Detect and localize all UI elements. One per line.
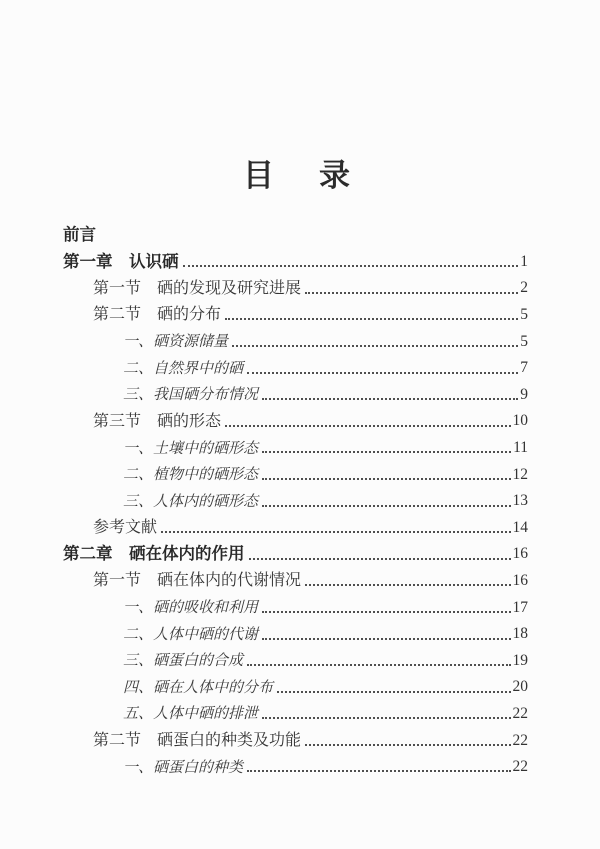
toc-entry-label: 三、我国硒分布情况 <box>123 387 259 404</box>
dot-leader <box>247 372 518 374</box>
toc-entry <box>123 673 528 700</box>
toc-entry-page: 9 <box>520 385 528 403</box>
toc-entry-page: 16 <box>512 545 528 563</box>
toc-entry-page: 1 <box>520 252 528 270</box>
toc-entry <box>93 301 528 328</box>
toc-entry-label: 五、人体中硒的排泄 <box>123 706 259 723</box>
toc-entry-label: 第二章 硒在体内的作用 <box>63 545 245 564</box>
dot-leader <box>232 345 518 347</box>
toc-entry <box>63 221 528 248</box>
page-title: 目 录 <box>243 158 357 193</box>
dot-leader <box>247 770 510 772</box>
toc-entry-label: 一、土壤中的硒形态 <box>123 440 259 457</box>
toc-entry-page: 16 <box>512 571 528 589</box>
toc-entry <box>123 460 528 487</box>
dot-leader <box>249 558 511 560</box>
toc-entry-page: 17 <box>512 598 528 616</box>
toc-entry <box>93 567 528 594</box>
dot-leader <box>262 398 518 400</box>
dot-leader <box>305 292 518 294</box>
toc-entry-page: 22 <box>512 758 528 776</box>
toc-entry-label: 一、硒的吸收和利用 <box>123 600 259 617</box>
toc-entry <box>93 514 528 541</box>
toc-entry <box>123 753 528 780</box>
dot-leader <box>305 744 510 746</box>
toc-entry-page: 5 <box>520 306 528 324</box>
dot-leader <box>277 691 510 693</box>
toc-entry-label: 第二节 硒蛋白的种类及功能 <box>93 731 302 749</box>
dot-leader <box>161 531 510 533</box>
toc-entry-label: 二、植物中的硒形态 <box>123 467 259 484</box>
toc-entry-page: 7 <box>520 359 528 377</box>
dot-leader <box>262 451 511 453</box>
toc-entry-page: 20 <box>512 678 528 696</box>
toc-entry-page: 5 <box>520 332 528 350</box>
toc-entry <box>93 726 528 753</box>
toc-entry-page: 12 <box>512 465 528 483</box>
toc-entry <box>123 327 528 354</box>
toc-entry-label: 参考文献 <box>93 519 158 537</box>
toc-entry <box>63 540 528 567</box>
dot-leader <box>262 478 510 480</box>
toc-entry <box>123 354 528 381</box>
toc-entry-label: 第二节 硒的分布 <box>93 306 222 324</box>
dot-leader <box>262 611 510 613</box>
toc-entry <box>93 274 528 301</box>
dot-leader <box>262 638 510 640</box>
toc-entry <box>123 647 528 674</box>
toc-entry-page: 22 <box>512 731 528 749</box>
toc-list <box>0 221 528 779</box>
toc-entry-page: 14 <box>512 518 528 536</box>
toc-entry-page: 18 <box>512 625 528 643</box>
toc-entry-label: 第三节 硒的形态 <box>93 412 222 430</box>
dot-leader <box>225 425 510 427</box>
toc-entry-label: 第一节 硒的发现及研究进展 <box>93 279 302 297</box>
toc-entry-label: 四、硒在人体中的分布 <box>123 679 274 696</box>
toc-entry <box>123 593 528 620</box>
dot-leader <box>225 318 518 320</box>
dot-leader <box>183 265 519 267</box>
toc-entry-page: 13 <box>512 492 528 510</box>
toc-entry <box>123 700 528 727</box>
dot-leader <box>305 584 510 586</box>
toc-entry <box>93 407 528 434</box>
toc-entry <box>123 620 528 647</box>
toc-entry-page: 22 <box>512 704 528 722</box>
dot-leader <box>262 505 510 507</box>
toc-entry <box>123 434 528 461</box>
toc-entry-label: 二、自然界中的硒 <box>123 360 244 377</box>
toc-entry-label: 一、硒蛋白的种类 <box>123 759 244 776</box>
toc-entry-page: 2 <box>520 279 528 297</box>
toc-entry-label: 三、硒蛋白的合成 <box>123 653 244 670</box>
toc-entry-label: 第一章 认识硒 <box>63 252 179 271</box>
toc-entry-label: 一、硒资源储量 <box>123 334 229 351</box>
toc-entry <box>63 248 528 275</box>
toc-entry-page: 11 <box>513 438 528 456</box>
toc-entry <box>123 487 528 514</box>
toc-entry-page: 10 <box>512 412 528 430</box>
toc-entry-label: 二、人体中硒的代谢 <box>123 626 259 643</box>
scanned-toc-page <box>0 158 600 849</box>
toc-entry-label: 前言 <box>63 226 96 245</box>
toc-entry <box>123 381 528 408</box>
toc-entry-label: 三、人体内的硒形态 <box>123 493 259 510</box>
toc-entry-page: 19 <box>512 651 528 669</box>
dot-leader <box>262 717 510 719</box>
dot-leader <box>247 664 510 666</box>
toc-entry-label: 第一节 硒在体内的代谢情况 <box>93 572 302 590</box>
